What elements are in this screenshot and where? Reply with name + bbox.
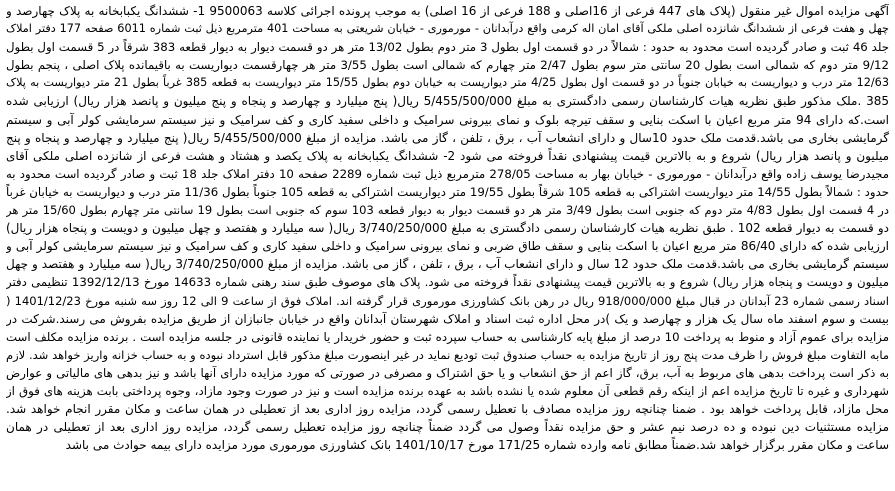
notice-line: مزایده مستثنیات دین نبوده و ده درصد نیم عشر و حق مزایده نقداً وصول می گردد ضمناً چنانچه روز مزایده تعطیل رسمی گردد، مزایده روز اداری بعد از تعطیلی در همان — [6, 420, 889, 435]
notice-line: محل مازاد، قابل پرداخت خواهد بود . ضمنا چنانچه روز مزایده مصادف با تعطیل رسمی گردد، مزایده روز اداری بعد از تعطیلی در همان ساعت و مکان مقرر انجام خواهد شد. — [6, 402, 889, 417]
notice-line: میلیون و پانصد هزار ریال) شروع و به بالاترین قیمت پیشنهادی نقداً فروخته می شود 2- ششدانگ یکبابخانه به پلاک یکصد و هشتاد و هشت فرعی از شانزده اصلی ملکی آقای — [6, 148, 889, 163]
notice-line: آگهی مزایده اموال غیر منقول (پلاک های 447 فرعی از 16اصلی و 188 فرعی از 16 اصلی) به موجب پرونده اجرائی کلاسه 9500063 1- ششدانگ یکبابخانه به پلاک چهارصد و — [6, 4, 889, 18]
notice-line: 9/12 متر دوم که شمالی است بطول 20 سانتی متر سوم بطول 2/47 متر چهارم که شمالی است بطول 3/55 متر هر چهارقسمت دیواریست به باقیمانده پلاک اصلی ، پنجم بطول — [6, 58, 889, 73]
notice-line: گرمایشی بخاری می باشد.قدمت ملک حدود 10سال و دارای انشعاب آب ، برق ، تلفن ، گاز می باشد. مزایده از مبلغ 5/455/500/000 ریال( پنج میلیارد و چهارصد و پنجاه و پنج — [6, 130, 889, 145]
notice-line: اسناد رسمی شماره 23 آبدانان در قبال مبلغ 918/000/000 ریال در رهن بانک کشاورزی مورموری قرار گرفته اند. املاک فوق از ساعت 9 الی 12 روز سه شنبه مورخ 1401/12/23 ( — [6, 293, 889, 308]
notice-line: مابه التفاوت مبلغ فروش را ظرف مدت پنج روز از تاریخ مزایده به حساب صندوق ثبت تودیع نماید در غیر اینصورت مبلغ مذکور قابل استرداد نبوده و به حساب خزانه واریز خواهد شد. لازم — [6, 347, 889, 362]
notice-line: 12/63 متر درب و دیواریست به خیابان جنوباً در دو قسمت اول بطول 4/25 متر دیواریست به خیابان دوم بطول 15/55 متر دیواریست به قطعه 385 غرباً بطول 21 متر دیواریست به پلاک — [6, 76, 889, 90]
notice-line: میلیون و دویست و پنجاه هزار ریال) شروع و به بالاترین قیمت پیشنهادی نقداً فروخته می شود. پلاک های موصوف طبق سند رهنی شماره 14633 مورخ 1392/12/13 تنظیمی دفتر — [6, 275, 889, 290]
notice-line: جلد 46 ثبت و صادر گردیده است محدود به حدود : شمالاً در دو قسمت اول بطول 3 متر دوم بطول 13/02 متر هر دو قسمت دیوار به دیوار قطعه 383 شرقاً در 5 قسمت اول بطول — [6, 40, 889, 55]
notice-line: شهرداری و غیره تا تاریخ مزایده اعم از اینکه رقم قطعی آن معلوم شده یا نشده باشد به عهده برنده مزایده است و نیز در صورت وجود مازاد، وجوه پرداختی بابت هزینه های فوق از — [6, 383, 889, 398]
notice-line: مزایده برای عموم آزاد و منوط به پرداخت 10 درصد از مبلغ پایه کارشناسی به حساب سپرده ثبت و حضور خریدار یا نماینده قانونی در جلسه مزایده است . برنده مزایده مکلف است — [6, 329, 889, 344]
notice-line: سیستم گرمایشی بخاری می باشد.قدمت ملک حدود 12 سال و دارای انشعاب آب ، برق ، تلفن ، گاز می باشد. مزایده از مبلغ 3/740/250/000 ریال( سه میلیارد و هفتصد و چهل — [6, 257, 889, 272]
notice-line: چهل و هفت فرعی از ششدانگ شانزده اصلی ملکی آقای امان اله کرمی واقع درآبدانان - مورموری - خیابان شریعتی به مساحت 401 مترمربع ذیل ثبت شماره 6011 صفحه 177 دفتر املاک — [6, 22, 889, 36]
notice-line: مجیدرضا یوسف زاده واقع درآبدانان - مورموری - خیابان بهار به مساحت 278/05 مترمربع ذیل ثبت شماره 2289 صفحه 10 دفتر املاک جلد 18 ثبت و صادر گردیده است محدود به — [6, 166, 889, 181]
notice-line: به ذکر است پرداخت بدهی های مربوط به آب، برق، گاز اعم از حق انشعاب و یا حق اشتراک و مصرفی در صورتی که مورد مزایده دارای آنها باشد و نیز بدهی های مالیاتی و عوارض — [6, 365, 889, 380]
notice-line: حدود : شمالاً بطول 14/55 متر دیواریست اشتراکی به قطعه 105 شرقاً بطول 19/55 متر دیواریست اشتراکی به قطعه 105 جنوباً بطول 11/36 متر درب و دیواریست به خیابان غرباً — [6, 184, 889, 199]
notice-line: دو قسمت به دیوار قطعه 102 . طبق نظریه هیات کارشناسان رسمی دادگستری به مبلغ 3/740/250/000 ریال( سه میلیارد و هفتصد و چهل میلیون و دویست و پنجاه هزار ریال) — [6, 221, 889, 236]
notice-line-last: ساعت و مکان مقرر برگزار خواهد شد.ضمناً مطابق نامه وارده شماره 171/25 مورخ 1401/10/17 بانک کشاورزی مورموری مورد مزایده دارای بیمه حوادث می باشد — [65, 438, 889, 453]
notice-line: در 4 قسمت اول بطول 4/83 متر دوم که جنوبی است بطول 3/49 متر هر دو قسمت دیوار به دیوار قطعه 103 سوم که جنوبی است بطول 19 سانتی متر چهارم بطول 15/60 متر هر — [6, 203, 889, 218]
notice-line: بیست و سوم اسفند ماه سال یک هزار و چهارصد و یک )در محل اداره ثبت اسناد و املاک شهرستان آبدانان واقع در خیابان جانبازان از طریق مزایده بفروش می رسند.شرکت در — [6, 311, 889, 326]
notice-line: 385 .ملک مذکور طبق نظریه هیات کارشناسان رسمی دادگستری به مبلغ 5/455/500/000 ریال( پنج میلیارد و چهارصد و پنجاه و پنج میلیون و پانصد هزار ریال) ارزیابی شده — [6, 94, 889, 109]
notice-line: است.که دارای 94 متر مربع اعیان با اسکت بنایی و سقف تیرچه بلوک و نمای بیرونی سرامیک و داخلی سفید کاری و کف سرامیک و نیز سیستم سرمایشی کولر آبی و سیستم — [6, 112, 889, 127]
notice-line: ارزیابی شده که دارای 86/40 متر مربع اعیان با اسکت بنایی و سقف طاق ضربی و نمای بیرونی سرامیک و داخلی سفید کاری و کف سرامیک و نیز سیستم سرمایشی کولر آبی و — [6, 239, 889, 254]
